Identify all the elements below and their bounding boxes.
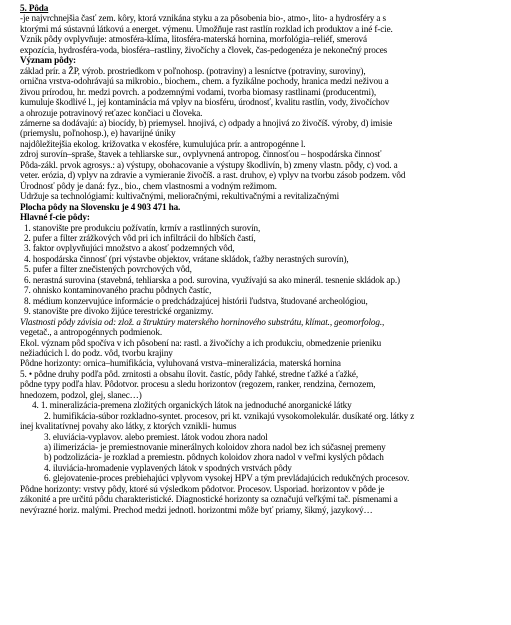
text-line: -je najvrchnejšia časť zem. kôry, ktorá vznikána styku a za pôsobenia bio-, atmo-, lito- a hydrosféry a s [20,13,387,24]
text-line: Pôdne horizonty: vrstvy pôdy, ktoré sú výsledkom pôdotvor. Procesov. Usporiad. horizontov v pôde je [20,483,385,494]
text-line: a ohrozuje potravinový reťazec končiaci u človeka. [20,107,203,118]
list-item: 7. ohnisko kontaminovaného prachu pôdnych častíc, [24,285,212,296]
list-item: 4. hospodárska činnosť (pri výstavbe objektov, vrátane skládok, ťažby nerastných surovín), [24,253,349,264]
list-item: 4. 1. mineralizácia-premena zložitých organických látok na jednoduché anorganické látky [32,400,352,411]
list-item: 6. glejovatenie-proces prebiehajúci vplyvom vysokej HPV a tým prevládajúcich redukčných procesov. [44,473,410,484]
list-item: a) ilimerizácia- je premiestnovanie minerálnych koloidov zhora nadol bez ich súčasnej premeny [44,442,386,453]
text-line: vegetač., a antropogénnych podmienok. [20,327,162,338]
text-line: Pôda-zákl. prvok agrosys.: a) výstupy, obohacovanie a výstupy škodlivín, b) zmeny vlastn. pôdy, c) vod. a [20,159,398,170]
text-line: nevýrazné horiz. malými. Prechod medzi jednotl. horizontmi môže byť priamy, šikmý, jazykový… [20,504,373,515]
section-heading: Význam pôdy: [20,55,76,66]
list-item: 5. pufer a filter znečistených povrchových vôd, [24,264,192,275]
text-line: zdroj surovín–spraše, štavek a tehliarske sur., ovplyvnená antropog. činnosťou – hospodárska činnosť [20,149,382,160]
text-line: inej kvalitatívnej povahy ako látky, z ktorých vznikli- humus [20,421,237,432]
text-line: pôdne typy podľa hlav. Pôdotvor. procesu a sledu horizontov (regozem, ranker, rendzina, černozem, [20,379,376,390]
list-item: 9. stanovište pre divoko žijúce terestrické organizmy. [24,306,214,317]
list-item: 2. pufer a filter zrážkových vôd pri ich infiltrácii do hlbších častí, [24,232,256,243]
list-item: 1. stanovište pre produkciu požívatín, krmív a rastlinných surovín, [24,222,261,233]
list-item: 3. faktor ovplyvňujúci množstvo a akosť podzemných vôd, [24,243,235,254]
section-heading: Hlavné f-cie pôdy: [20,212,90,223]
text-line: Ekol. význam pôd spočíva v ich pôsobení na: rastl. a živočíchy a ich produkciu, obmedzenie prieniku [20,337,382,348]
text-line: živou prírodou, hr. medzi povrch. a podzemnými vodami, tvorba biomasy rastlinami (producentmi), [20,86,377,97]
text-line: kumuluje škodlivé l., jej kontaminácia má vplyv na biosféru, úrodnosť, kvalitu rastlín, vody, živočíchov [20,97,390,108]
text-line: Úrodnosť pôdy je daná: fyz., bio., chem vlastnosmi a vodným režimom. [20,180,277,191]
list-item: 2. humifikácia-súbor rozkladno-syntet. procesov, pri kt. vznikajú vysokomolekulár. dusíkaté org. látky z [44,410,415,421]
text-line: 5. • pôdne druhy podľa pôd. zrnitosti a obsahu ílovit. častíc, pôdy ľahké, stredne ťažké a ťažké, [20,368,359,379]
text-line: Pôdne horizonty: ornica–humifikácia, vyluhovaná vrstva–mineralizácia, materská hornina [20,358,341,369]
list-item: b) podzolizácia- je rozklad a premiestn. pôdnych koloidov zhora nadol v veľmi kyslých pôdach [44,452,384,463]
text-line: zámerne sa dodávajú: a) biocídy, b) priemysel. hnojivá, c) odpady a hnojivá zo živočíš. výroby, d) imisie [20,117,393,128]
text-line: nežiadúcich l. do podz. vôd, tvorbu krajiny [20,347,173,358]
text-line: Vlastnosti pôdy závisia od: zlož. a štruktúry materského horninového substrátu, klímat., geomorfolog., [20,316,385,327]
text-line: ornična vrstva-odohrávajú sa mikrobio., biochem., chem. a fyzikálne pochody, hranica medzi neživou a [20,76,389,87]
list-item: 3. eluviácia-vyplavov. alebo premiest. látok vodou zhora nadol [44,431,268,442]
list-item: 8. médium konzervujúce informácie o predchádzajúcej histórii ľudstva, študované archeológiou, [24,295,368,306]
text-line: Udržuje sa technológiami: kultivačnými, melioračnými, rekultivačnými a revitalizačnými [20,191,340,202]
list-item: 4. iluviácia-hromadenie vyplavených látok v spodných vrstvách pôdy [44,462,292,473]
document-title: 5. Pôda [20,3,49,13]
text-line: ktorými má sústavnú látkovú a energet. výmenu. Umožňuje rast rastlín rozklad ich produktov a iné f-cie. [20,23,393,34]
text-line: hnedozem, podzol, glej, slanec…) [20,389,142,400]
text-line: základ prír. a ŽP, výrob. prostriedkom v poľnohosp. (potraviny) a lesníctve (potraviny, suroviny), [20,65,366,76]
text-line: expozícia, hydrosféra-voda, biosféra–rastliny, živočíchy a človek, čas-pedogenéza je nekonečný proces [20,44,388,55]
list-item: 6. nerastná surovina (stavebná, tehliarska a pod. surovina, využívajú sa ako minerál. tesnenie skládok ap.) [24,274,400,285]
section-heading: Plocha pôdy na Slovensku je 4 903 471 ha. [20,201,181,212]
text-line: najdôležitejšia ekolog. križovatka v ekosfére, kumulujúca prír. a antropogénne l. [20,138,306,149]
text-line: Vznik pôdy ovplyvňuje: atmosféra-klíma, litosféra-materská hornina, morfológia–reliéf, smerová [20,34,367,45]
text-line: veter. erózia, d) vplyv na zdravie a vymieranie živočíš. a rast. druhov, e) vplyv na tvorbu zásob podzem. vôd [20,170,406,181]
text-line: zákonité a pre určitú pôdu charakteristické. Diagnostické horizonty sa označujú veľkými tač. písmenami a [20,494,398,505]
text-line: (priemyslu, poľnohosp.), e) havarijné úniky [20,128,176,139]
